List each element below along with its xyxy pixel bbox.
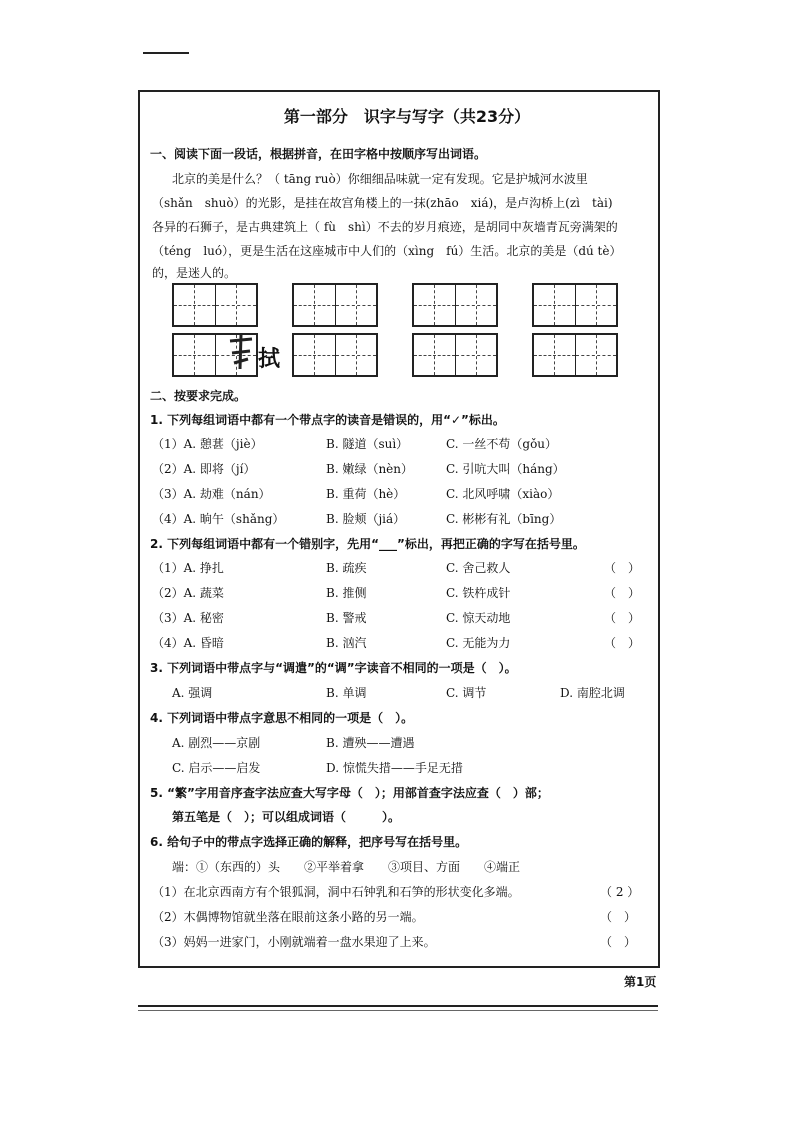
q6-item: （3）妈妈一进家门，小刚就端着一盘水果迎了上来。	[152, 935, 436, 949]
writing-grid[interactable]	[412, 283, 498, 327]
handwritten-character: 拭	[258, 347, 281, 372]
q4-option: A. 剧烈——京剧	[172, 736, 261, 750]
q3-option: D. 南腔北调	[560, 686, 625, 700]
q2-option: C. 铁杵成针	[446, 586, 511, 600]
q3-option: A. 强调	[172, 686, 213, 700]
scan-mark	[143, 52, 189, 54]
answer-blank[interactable]: （ ）	[604, 561, 641, 575]
writing-grid[interactable]	[292, 333, 378, 377]
q5-line: 5. “繁”字用音序查字法应查大写字母（ ）；用部首查字法应查（ ）部；	[150, 786, 549, 800]
q4-option: C. 启示——启发	[172, 761, 261, 775]
q4-option: B. 遭殃——遭遇	[326, 736, 415, 750]
q1-option: B. 脸颊（jiá）	[326, 512, 406, 526]
page-number: 第1页	[624, 975, 657, 989]
q2-option: B. 推侧	[326, 586, 367, 600]
q2-stem: 2. 下列每组词语中都有一个错别字，先用“___”标出，再把正确的字写在括号里。	[150, 537, 585, 551]
answer-blank[interactable]: （ ）	[604, 586, 641, 600]
q1-option: （1）A. 憩葚（jiè）	[152, 437, 263, 451]
passage-line: 北京的美是什么？（ tāng ruò）你细细品味就一定有发现。它是护城河水波里	[172, 172, 588, 186]
q1-option: C. 一丝不苟（gǒu）	[446, 437, 558, 451]
q1-option: B. 重荷（hè）	[326, 487, 406, 501]
page-title: 第一部分 识字与写字（共23分）	[283, 107, 531, 126]
q2-option: B. 疏疾	[326, 561, 367, 575]
q1-option: B. 隧道（suì）	[326, 437, 409, 451]
bottom-rule-thin	[138, 1010, 658, 1011]
q1-option: C. 北风呼啸（xiào）	[446, 487, 560, 501]
passage-line: 各异的石狮子，是古典建筑上（ fù shì）不去的岁月痕迹，是胡同中灰墙青瓦旁满架的	[152, 220, 618, 234]
answer-blank[interactable]: （ ）	[600, 910, 637, 924]
writing-grid[interactable]	[412, 333, 498, 377]
writing-grid[interactable]	[532, 283, 618, 327]
q1-option: B. 嫩绿（nèn）	[326, 462, 414, 476]
q6-item: （1）在北京西南方有个银狐洞，洞中石钟乳和石笋的形状变化多端。	[152, 885, 520, 899]
q2-option: B. 警戒	[326, 611, 367, 625]
q6-stem: 6. 给句子中的带点字选择正确的解释，把序号写在括号里。	[150, 835, 468, 849]
q2-option: C. 惊天动地	[446, 611, 511, 625]
q1-option: （4）A. 晌午（shǎng）	[152, 512, 285, 526]
q2-option: （3）A. 秘密	[152, 611, 224, 625]
q3-option: B. 单调	[326, 686, 367, 700]
q1-option: （3）A. 劫难（nán）	[152, 487, 271, 501]
q2-option: （1）A. 挣扎	[152, 561, 224, 575]
q2-option: （2）A. 蔬菜	[152, 586, 224, 600]
q4-stem: 4. 下列词语中带点字意思不相同的一项是（ ）。	[150, 711, 414, 725]
bottom-rule	[138, 1005, 658, 1007]
writing-grid[interactable]	[292, 283, 378, 327]
passage-line: （shǎn shuò）的光影，是挂在故宫角楼上的一抹(zhāo xiá)，是卢沟桥上(zì tài)	[152, 196, 613, 210]
answer-blank[interactable]: （ 2 ）	[600, 885, 640, 899]
q2-option: C. 无能为力	[446, 636, 511, 650]
answer-blank[interactable]: （ ）	[604, 611, 641, 625]
q1-option: C. 引吭大叫（háng）	[446, 462, 565, 476]
q3-option: C. 调节	[446, 686, 487, 700]
q4-option: D. 惊慌失措——手足无措	[326, 761, 463, 775]
passage-line: （téng luó），更是生活在这座城市中人们的（xìng fú）生活。北京的美是（dú tè）	[152, 244, 622, 258]
q3-stem: 3. 下列词语中带点字与“调遣”的“调”字读音不相同的一项是（ ）。	[150, 661, 517, 675]
q6-item: （2）木偶博物馆就坐落在眼前这条小路的另一端。	[152, 910, 424, 924]
q1-option: C. 彬彬有礼（bīng）	[446, 512, 562, 526]
q6-definitions: 端：①（东西的）头 ②平举着拿 ③项目、方面 ④端正	[172, 860, 521, 874]
handwriting-scribble	[226, 333, 256, 371]
writing-grid[interactable]	[532, 333, 618, 377]
q1-stem: 1. 下列每组词语中都有一个带点字的读音是错误的，用“✓”标出。	[150, 413, 505, 427]
q2-option: （4）A. 昏暗	[152, 636, 224, 650]
q5-line: 第五笔是（ ）；可以组成词语（ ）。	[172, 810, 401, 824]
q2-option: B. 汹汽	[326, 636, 367, 650]
answer-blank[interactable]: （ ）	[600, 935, 637, 949]
section2-heading: 二、按要求完成。	[150, 389, 247, 403]
q2-option: C. 舍己救人	[446, 561, 511, 575]
answer-blank[interactable]: （ ）	[604, 636, 641, 650]
q1-option: （2）A. 即将（jí）	[152, 462, 256, 476]
writing-grid[interactable]	[172, 283, 258, 327]
passage-line: 的，是迷人的。	[152, 266, 237, 280]
section1-heading: 一、阅读下面一段话，根据拼音，在田字格中按顺序写出词语。	[150, 147, 487, 161]
